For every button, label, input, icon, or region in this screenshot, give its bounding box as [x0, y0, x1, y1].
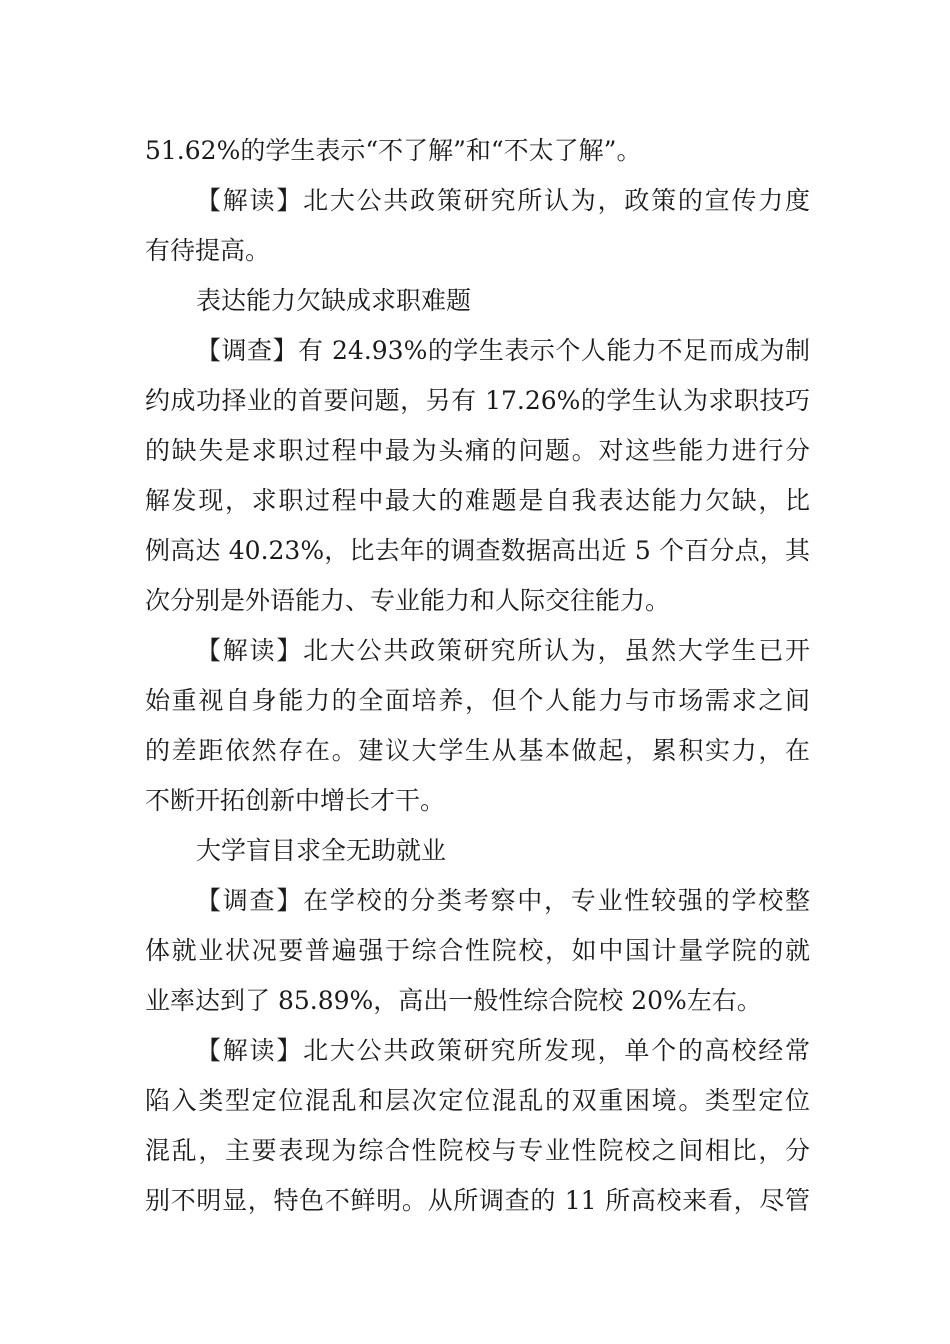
text-line: 业率达到了 85.89%，高出一般性综合院校 20%左右。	[145, 986, 762, 1015]
section-heading: 表达能力欠缺成求职难题	[196, 286, 472, 315]
text-line: 约成功择业的首要问题，另有 17.26%的学生认为求职技巧	[145, 386, 810, 415]
text-line: 【解读】北大公共政策研究所认为，虽然大学生已开	[196, 636, 810, 665]
text-line: 【调查】在学校的分类考察中，专业性较强的学校整	[196, 886, 810, 915]
text-line: 【解读】北大公共政策研究所认为，政策的宣传力度	[196, 186, 810, 215]
text-line: 的缺失是求职过程中最为头痛的问题。对这些能力进行分	[145, 436, 810, 465]
text-line: 的差距依然存在。建议大学生从基本做起，累积实力，在	[145, 736, 810, 765]
text-line: 始重视自身能力的全面培养，但个人能力与市场需求之间	[145, 686, 810, 715]
text-line: 【解读】北大公共政策研究所发现，单个的高校经常	[196, 1036, 810, 1065]
text-line: 陷入类型定位混乱和层次定位混乱的双重困境。类型定位	[145, 1086, 810, 1115]
text-line: 51.62%的学生表示“不了解”和“不太了解”。	[145, 136, 642, 165]
text-line: 不断开拓创新中增长才干。	[145, 786, 446, 815]
text-line: 别不明显，特色不鲜明。从所调查的 11 所高校来看，尽管	[145, 1186, 810, 1215]
text-line: 体就业状况要普遍强于综合性院校，如中国计量学院的就	[145, 936, 810, 965]
text-line: 混乱，主要表现为综合性院校与专业性院校之间相比，分	[145, 1136, 810, 1165]
text-line: 解发现，求职过程中最大的难题是自我表达能力欠缺，比	[145, 486, 810, 515]
text-line: 【调查】有 24.93%的学生表示个人能力不足而成为制	[196, 336, 810, 365]
section-heading: 大学盲目求全无助就业	[196, 836, 447, 865]
text-line: 例高达 40.23%，比去年的调查数据高出近 5 个百分点，其	[145, 536, 810, 565]
text-line: 有待提高。	[145, 236, 271, 265]
text-line: 次分别是外语能力、专业能力和人际交往能力。	[145, 586, 671, 615]
